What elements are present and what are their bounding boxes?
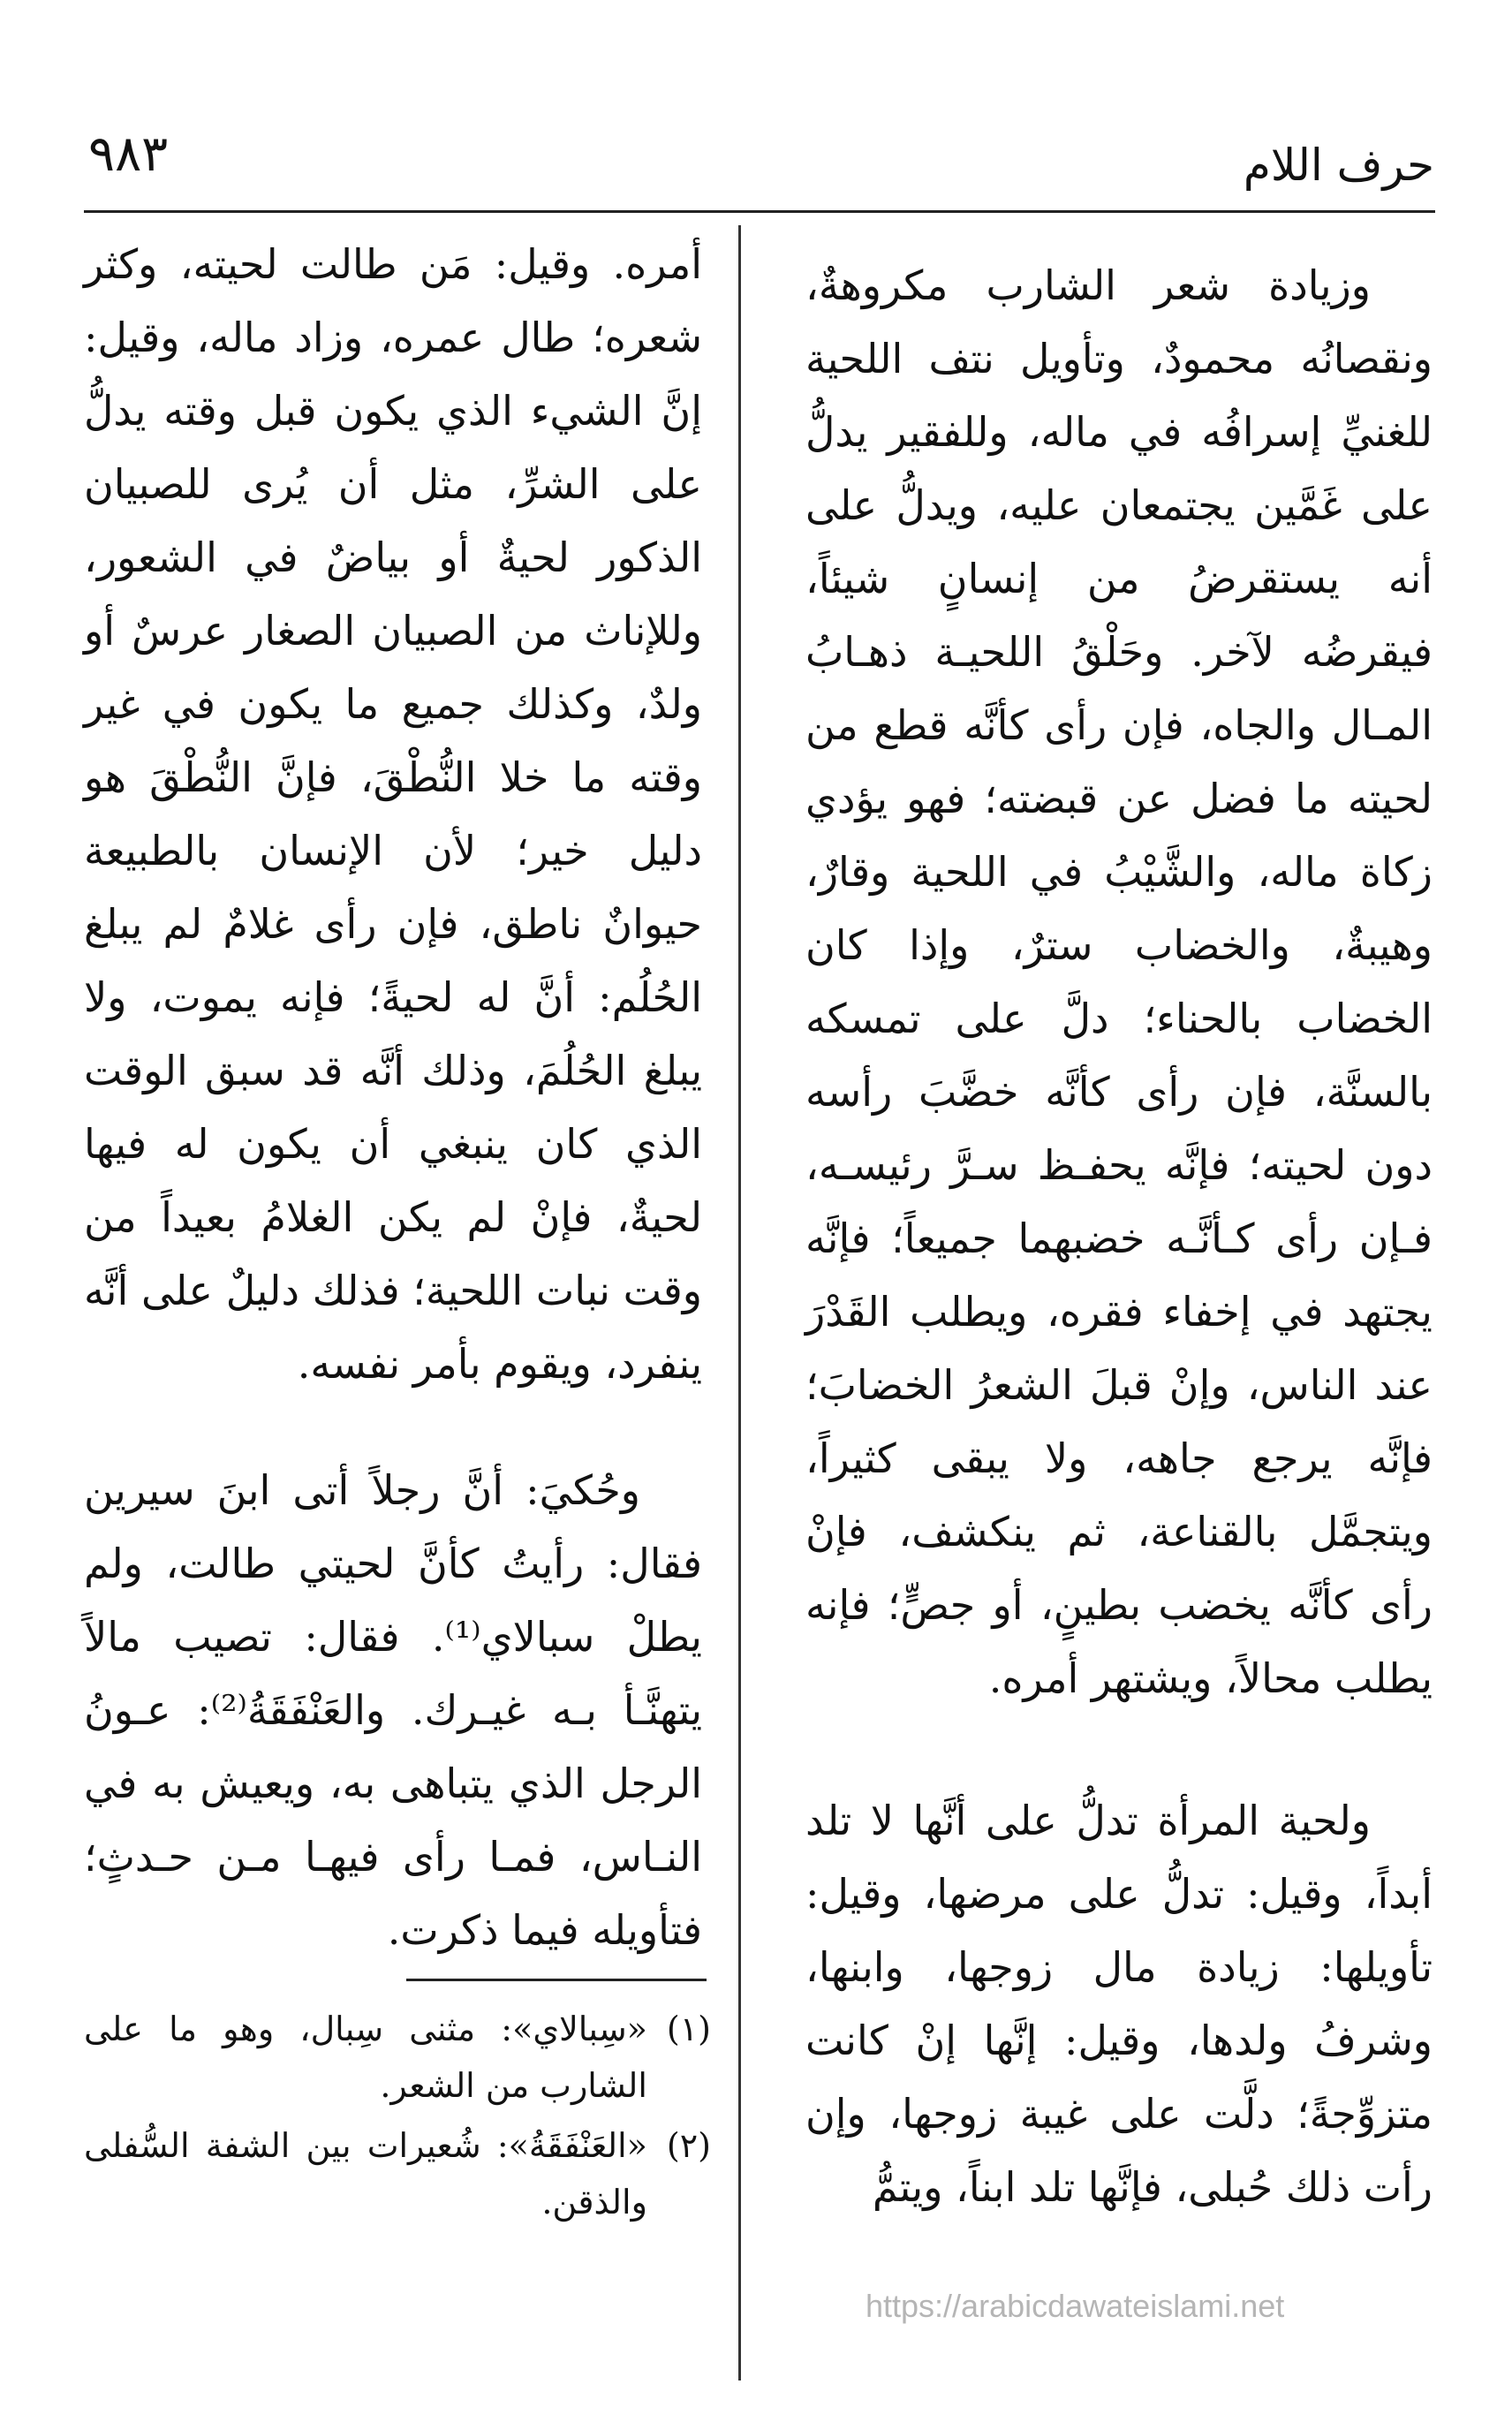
paragraph-gap <box>84 1401 702 1454</box>
footnote-text: «العَنْفَقَةُ»: شُعيرات بين الشفة السُّفلى والذقن. <box>84 2126 647 2221</box>
right-paragraph-2: ولحية المرأة تدلُّ على أنَّها لا تلد أبداً، وقيل: تدلُّ على مرضها، وقيل: تأويلها: زيادة مال زوجها، وابنها، وشرفُ ولدها، وقيل: إنَّها إنْ كانت متزوِّجةً؛ دلَّت على غيبة زوجها، وإن رأت ذلك حُبلى، فإنَّها تلد ابناً، ويتمُّ <box>805 1797 1433 2211</box>
footnote-rule <box>406 1979 707 1981</box>
footnote-number: (٢) <box>666 2126 711 2165</box>
left-paragraph-2: وحُكيَ: أنَّ رجلاً أتى ابنَ سيرين فقال: رأيتُ كأنَّ لحيتي طالت، ولم يطلْ سبالاي⁽¹⁾. فقال: تصيب مالاً يتهنَّـأ بـه غيـرك. والعَنْفَقَةُ⁽²⁾: عـونُ الرجل الذي يتباهى به، ويعيش به في النـاس، فمـا رأى فيهـا مـن حـدثٍ؛ فتأويله فيما ذكرت. <box>84 1466 702 1954</box>
footnote-number: (١) <box>666 2010 711 2048</box>
right-paragraph-1: وزيادة شعر الشارب مكروهةٌ، ونقصانُه محمودٌ، وتأويل نتف اللحية للغنيِّ إسرافُه في ماله، وللفقير يدلُّ على غَمَّين يجتمعان عليه، ويدلُّ على أنه يستقرضُ من إنسانٍ شيئاً، فيقرضُه لآخر. وحَلْقُ اللحيـة ذهـابُ المـال والجاه، فإن رأى كأنَّه قطع من لحيته ما فضل عن قبضته؛ فهو يؤدي زكاة ماله، والشَّيْبُ في اللحية وقارٌ، وهيبةٌ، والخضاب سترٌ، وإذا كان الخضاب بالحناء؛ دلَّ على تمسكه بالسنَّة، فإن رأى كأنَّه خضَّبَ رأسه دون لحيته؛ فإنَّه يحفـظ سـرَّ رئيسـه، فـإن رأى كـأنَّـه خضبهما جميعاً؛ فإنَّه يجتهد في إخفاء فقره، ويطلب القَدْرَ عند الناس، وإنْ قبلَ الشعرُ الخضابَ؛ فإنَّه يرجع جاهه، ولا يبقى كثيراً، ويتجمَّل بالقناعة، ثم ينكشف، فإنْ رأى كأنَّه يخضب بطينٍ، أو جصٍّ؛ فإنه يطلب محالاً، ويشتهر أمره. <box>805 261 1433 1702</box>
footnotes <box>84 2001 711 2234</box>
column-divider <box>738 225 741 2380</box>
header-rule <box>84 210 1435 213</box>
chapter-header: حرف اللام <box>1243 140 1434 191</box>
right-column <box>805 249 1433 2224</box>
left-column <box>84 228 702 1967</box>
page-number: ٩٨٣ <box>88 125 169 183</box>
footnote-text: «سِبالاي»: مثنى سِبال، وهو ما على الشارب من الشعر. <box>84 2010 647 2105</box>
left-paragraph-1: أمره. وقيل: مَن طالت لحيته، وكثر شعره؛ طال عمره، وزاد ماله، وقيل: إنَّ الشيء الذي يكون قبل وقته يدلُّ على الشرِّ، مثل أن يُرى للصبيان الذكور لحيةٌ أو بياضٌ في الشعور، وللإناث من الصبيان الصغار عرسٌ أو ولدٌ، وكذلك جميع ما يكون في غير وقته ما خلا النُّطْقَ، فإنَّ النُّطْقَ هو دليل خير؛ لأن الإنسان بالطبيعة حيوانٌ ناطق، فإن رأى غلامٌ لم يبلغ الحُلُم: أنَّ له لحيةً؛ فإنه يموت، ولا يبلغ الحُلُمَ، وذلك أنَّه قد سبق الوقت الذي كان ينبغي أن يكون له فيها لحيةٌ، فإنْ لم يكن الغلامُ بعيداً من وقت نبات اللحية؛ فذلك دليلٌ على أنَّه ينفرد، ويقوم بأمر نفسه. <box>84 240 702 1388</box>
footnote-2 <box>84 2117 711 2230</box>
watermark: https://arabicdawateislami.net <box>866 2288 1285 2324</box>
footnote-1 <box>84 2001 711 2114</box>
paragraph-gap <box>805 1715 1433 1784</box>
